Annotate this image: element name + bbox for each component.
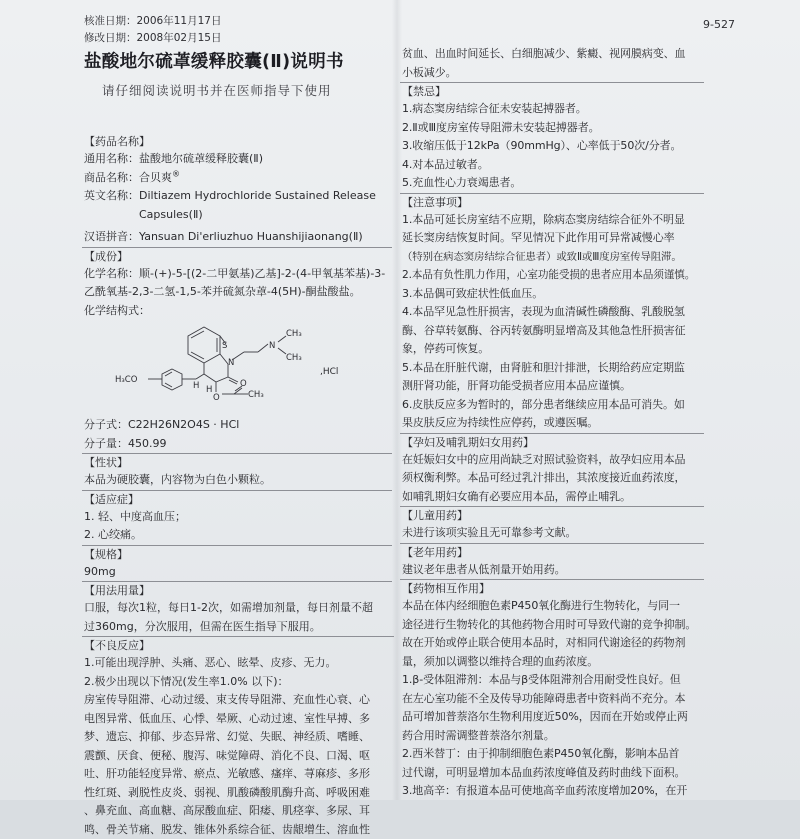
spec-text: 90mg [82, 563, 392, 582]
pinyin-name: 汉语拼音：Yansuan Di'erliuzhuo Huanshijiaonang(Ⅱ) [82, 228, 392, 247]
contraindication-item: 1.病态窦房结综合征未安装起搏器者。 [400, 100, 704, 119]
interaction-line: 量，须加以调整以维持合理的血药浓度。 [400, 653, 704, 672]
precaution-line: 象，停药可恢复。 [400, 340, 704, 359]
heading-children: 【儿童用药】 [400, 506, 704, 524]
section-drug-name [82, 133, 392, 247]
adverse-line: 1.可能出现浮肿、头痛、恶心、眩晕、皮疹、无力。 [82, 654, 394, 673]
trade-name-line [82, 169, 392, 188]
interaction-line: 1.β-受体阻滞剂：本品与β受体阻滞剂合用耐受性良好。但 [400, 671, 704, 690]
children-text: 未进行该项实验且无可靠参考文献。 [400, 524, 704, 543]
label-h3co: H₃CO [115, 375, 138, 385]
heading-elderly: 【老年用药】 [400, 543, 704, 561]
section-interactions [400, 579, 704, 801]
adverse-line: 房室传导阻滞、心动过缓、束支传导阻滞、充血性心衰、心 [82, 691, 394, 710]
label-h1: H [193, 381, 199, 391]
heading-contraindications: 【禁忌】 [400, 82, 704, 100]
adverse-line: 震颤、厌食、便秘、腹泻、味觉障碍、消化不良、口渴、呕 [82, 747, 394, 766]
interaction-line: 途径进行生物转化的其他药物合用时可导致代谢的竞争抑制。 [400, 616, 704, 635]
label-ch3-c: CH₃ [248, 390, 264, 400]
contraindication-item: 4.对本品过敏者。 [400, 156, 704, 175]
precaution-line: 3.本品偶可致症状性低血压。 [400, 285, 704, 304]
interaction-line: 2.西米替丁：由于抑制细胞色素P450氧化酶，影响本品首 [400, 745, 704, 764]
usage-line: 过360mg，分次服用，但需在医生指导下服用。 [82, 618, 392, 637]
document-number: 9-527 [703, 18, 735, 31]
molecular-formula: 分子式：C22H26N2O4S · HCl [82, 416, 392, 435]
heading-interactions: 【药物相互作用】 [400, 579, 704, 597]
precaution-line: 酶、谷草转氨酶、谷丙转氨酶明显增高及其他急性肝损害征 [400, 322, 704, 341]
precaution-line: 5.本品在肝脏代谢，由肾脏和胆汁排泄，长期给药应定期监 [400, 359, 704, 378]
section-indications [82, 490, 392, 545]
character-text: 本品为硬胶囊，内容物为白色小颗粒。 [82, 471, 392, 490]
interaction-line: 在左心室功能不全及传导功能障碍患者中资料尚不充分。本 [400, 690, 704, 709]
revise-date: 修改日期：2008年02月15日 [84, 30, 221, 45]
adverse-line: 、鼻充血、高血糖、高尿酸血症、阳痿、肌痉挛、多尿、耳 [82, 802, 394, 821]
approve-date: 核准日期：2006年11月17日 [84, 13, 221, 28]
adverse-cont-line: 小板减少。 [400, 64, 704, 83]
section-contraindications [400, 82, 704, 193]
interaction-line: 故在开始或停止联合使用本品时，对相同代谢途径的药物剂 [400, 634, 704, 653]
heading-spec: 【规格】 [82, 545, 392, 563]
interaction-line: 过代谢，可明显增加本品血药浓度峰值及药时曲线下面积。 [400, 764, 704, 783]
english-name-line [82, 187, 392, 224]
section-elderly [400, 543, 704, 580]
adverse-line: 电图异常、低血压、心悸、晕厥、心动过速、室性早搏、多 [82, 710, 394, 729]
precaution-line: 2.本品有负性肌力作用，心室功能受损的患者应用本品须谨慎。 [400, 266, 704, 285]
precaution-line: 延长窦房结恢复时间。罕见情况下此作用可异常减慢心率 [400, 229, 704, 248]
registered-mark: ® [172, 169, 180, 178]
interaction-line: 药合用时需调整普萘洛尔剂量。 [400, 727, 704, 746]
precaution-line: 6.皮肤反应多为暂时的，部分患者继续应用本品可消失。如 [400, 396, 704, 415]
precaution-line: 4.本品罕见急性肝损害，表现为血清碱性磷酸酶、乳酸脱氢 [400, 303, 704, 322]
label-hcl: ,HCl [320, 363, 338, 382]
chemical-name-1: 化学名称：顺-(+)-5-[(2-二甲氨基)乙基]-2-(4-甲氧基苯基)-3- [82, 265, 392, 284]
label-n2: N [269, 341, 275, 351]
fused-benzene-ring [188, 327, 220, 363]
label-n: N [228, 358, 234, 368]
section-adverse [82, 636, 394, 839]
section-pregnancy [400, 433, 704, 507]
precaution-line: （特别在病态窦房结综合征患者）或致Ⅱ或Ⅲ度房室传导阻滞。 [400, 248, 704, 267]
section-children [400, 506, 704, 543]
indication-item: 2. 心绞痛。 [82, 526, 392, 545]
heading-character: 【性状】 [82, 453, 392, 471]
pregnancy-line: 如哺乳期妇女确有必要应用本品，需停止哺乳。 [400, 488, 704, 507]
interaction-line: 本品在体内经细胞色素P450氧化酶进行生物转化，与同一 [400, 597, 704, 616]
english-name-label: 英文名称： [84, 187, 139, 224]
adverse-line: 2.极少出现以下情况(发生率1.0% 以下)： [82, 673, 394, 692]
label-h2: H [206, 385, 212, 395]
left-column [82, 48, 392, 839]
pregnancy-line: 在妊娠妇女中的应用尚缺乏对照试验资料，故孕妇应用本品 [400, 451, 704, 470]
section-composition [82, 247, 392, 454]
label-o-ester: O [213, 393, 220, 403]
precaution-line: 测肝肾功能，肝肾功能受损者应用本品应谨慎。 [400, 377, 704, 396]
interaction-line: 3.地高辛：有报道本品可使地高辛血药浓度增加20%，在开 [400, 782, 704, 801]
chemical-name-2: 乙酰氧基-2,3-二氢-1,5-苯并硫氮杂䓬-4(5H)-酮盐酸盐。 [82, 283, 392, 302]
precaution-line: 果皮肤反应为持续性应停药，或遵医嘱。 [400, 414, 704, 433]
right-column [400, 45, 704, 801]
heading-adverse: 【不良反应】 [82, 636, 394, 654]
label-o-carbonyl: O [240, 379, 247, 389]
generic-name: 通用名称：盐酸地尔硫䓬缓释胶囊(Ⅱ) [82, 150, 392, 169]
adverse-line: 吐、肝功能轻度异常、瘀点、光敏感、瘙痒、荨麻疹、多形 [82, 765, 394, 784]
section-character [82, 453, 392, 490]
english-name-2: Capsules(Ⅱ) [139, 208, 203, 221]
adverse-line: 性红斑、剥脱性皮炎、弱视、肌酸磷酸肌酶升高、呼吸困难 [82, 784, 394, 803]
contraindication-item: 3.收缩压低于12kPa（90mmHg）、心率低于50次/分者。 [400, 137, 704, 156]
molecular-weight: 分子量：450.99 [82, 435, 392, 454]
interaction-line: 品可增加普萘洛尔生物利用度近50%，因而在开始或停止两 [400, 708, 704, 727]
pregnancy-line: 须权衡利弊。本品可经过乳汁排出，其浓度接近血药浓度， [400, 469, 704, 488]
section-usage [82, 581, 392, 636]
label-s: S [222, 341, 227, 351]
section-precautions [400, 193, 704, 433]
adverse-line: 鸣、骨关节痛、脱发、锥体外系综合征、齿龈增生、溶血性 [82, 821, 394, 839]
english-name-1: Diltiazem Hydrochloride Sustained Release [139, 189, 376, 202]
contraindication-item: 2.Ⅱ或Ⅲ度房室传导阻滞未安装起搏器者。 [400, 119, 704, 138]
elderly-text: 建议老年患者从低剂量开始用药。 [400, 561, 704, 580]
heading-pregnancy: 【孕妇及哺乳期妇女用药】 [400, 433, 704, 451]
precaution-line: 1.本品可延长房室结不应期，除病态窦房结综合征外不明显 [400, 211, 704, 230]
label-ch3-a: CH₃ [286, 329, 302, 339]
usage-line: 口服，每次1粒，每日1-2次，如需增加剂量，每日剂量不超 [82, 599, 392, 618]
label-ch3-b: CH₃ [286, 353, 302, 363]
chemical-structure [82, 322, 392, 412]
english-name-text [139, 187, 376, 224]
heading-precautions: 【注意事项】 [400, 193, 704, 211]
heading-composition: 【成份】 [82, 247, 392, 265]
document-title: 盐酸地尔硫䓬缓释胶囊(Ⅱ)说明书 [84, 48, 392, 73]
heading-usage: 【用法用量】 [82, 581, 392, 599]
contraindication-item: 5.充血性心力衰竭患者。 [400, 174, 704, 193]
structure-label: 化学结构式： [82, 302, 392, 321]
adverse-cont-line: 贫血、出血时间延长、白细胞减少、紫癜、视网膜病变、血 [400, 45, 704, 64]
document-subtitle: 请仔细阅读说明书并在医师指导下使用 [102, 81, 392, 99]
heading-indications: 【适应症】 [82, 490, 392, 508]
adverse-line: 梦、遗忘、抑郁、步态异常、幻觉、失眠、神经质、嗜睡、 [82, 728, 394, 747]
indication-item: 1. 轻、中度高血压； [82, 508, 392, 527]
section-adverse-continued [400, 45, 704, 82]
heading-drug-name: 【药品名称】 [82, 133, 392, 150]
trade-name: 商品名称：合贝爽 [84, 171, 172, 184]
section-spec [82, 545, 392, 582]
